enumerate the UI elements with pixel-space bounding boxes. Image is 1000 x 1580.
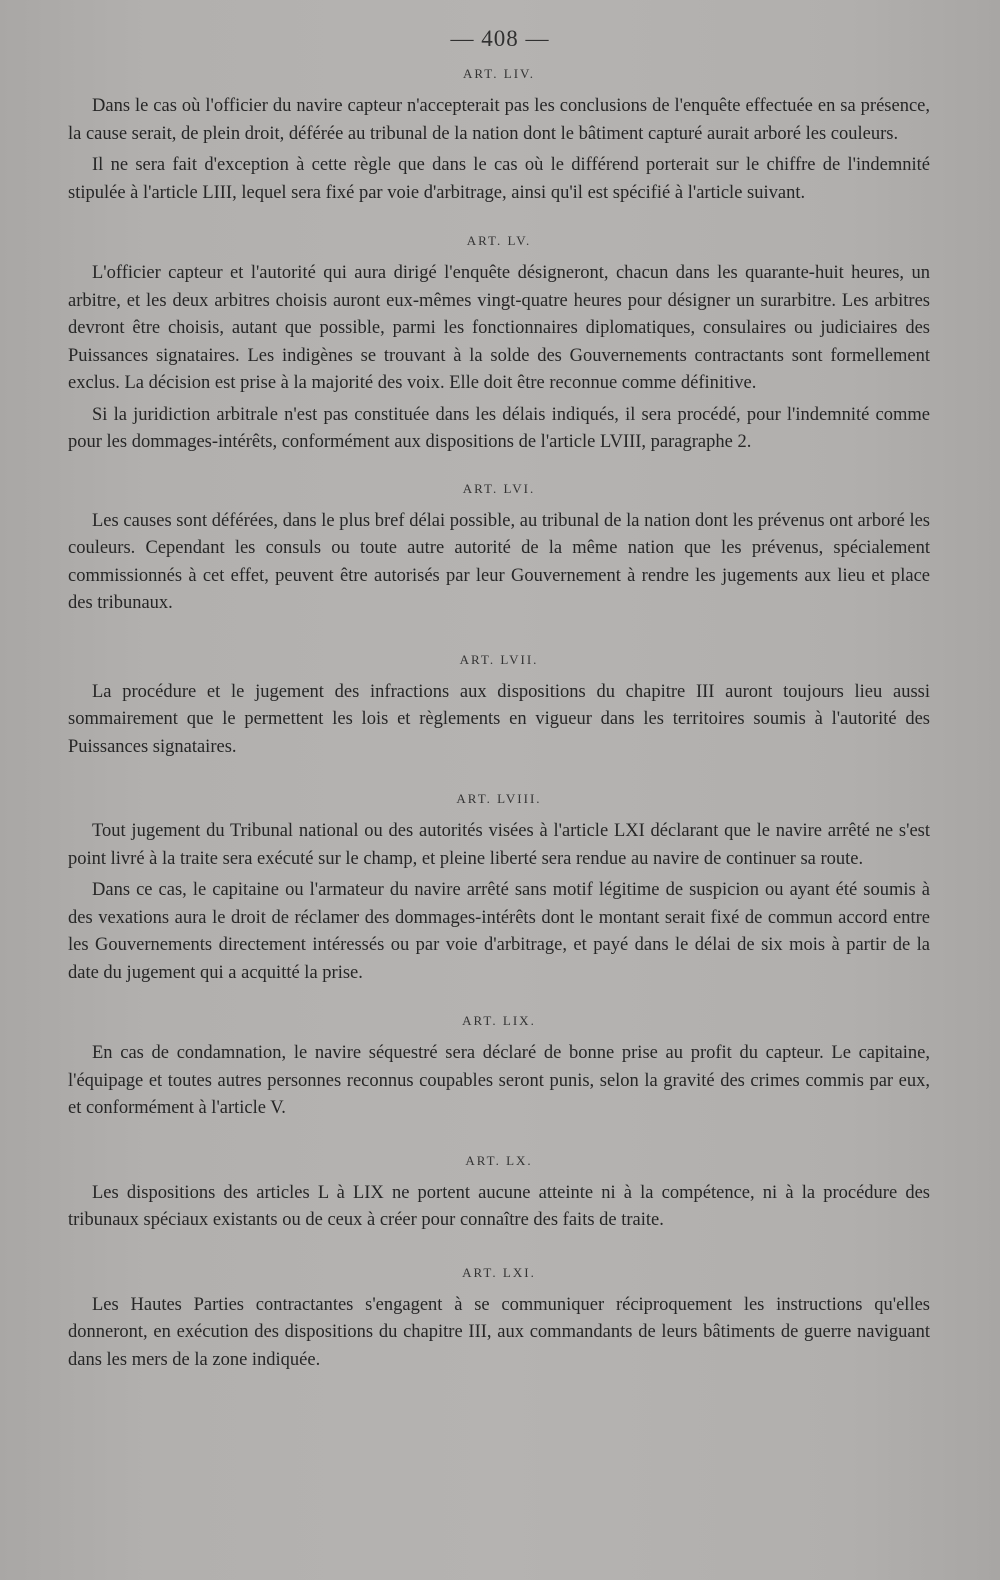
article-paragraph: Les dispositions des articles L à LIX ne portent aucune atteinte ni à la compétence, ni à la procédure des tribunaux spéciaux existants ou de ceux à créer pour connaître des faits de traite. [68,1182,930,1230]
page-content [68,66,930,1374]
article-lviii [68,791,930,987]
article-liv [68,66,930,207]
page-number: — 408 — [450,26,550,51]
article-paragraph: Il ne sera fait d'exception à cette règle que dans le cas où le différend porterait sur le chiffre de l'indemnité stipulée à l'article LIII, lequel sera fixé par voie d'arbitrage, ainsi qu'il est spécifié à l'article suivant. [68,155,930,203]
article-heading: ART. LV. [466,233,532,248]
article-heading: ART. LIX. [462,1013,536,1028]
article-heading: ART. LVII. [459,651,539,667]
article-paragraph: Les causes sont déférées, dans le plus bref délai possible, au tribunal de la nation dont les prévenus ont arboré les couleurs. Cependant les consuls ou toute autre autorité de la même nation que les prévenus, spécialement commissionnés à cet effet, peuvent être autorisés par leur Gouvernement à rendre les jugements aux lieu et place des tribunaux. [68,510,930,613]
article-lxi [68,1265,930,1375]
article-paragraph: En cas de condamnation, le navire séquestré sera déclaré de bonne prise au profit du capteur. Le capitaine, l'équipage et toutes autres personnes reconnus coupables seront punis, selon la gravité des crimes commis par eux, et conformément à l'article V. [68,1043,930,1118]
article-lvi [68,481,930,618]
article-paragraph: L'officier capteur et l'autorité qui aura dirigé l'enquête désigneront, chacun dans les quarante-huit heures, un arbitre, et les deux arbitres choisis auront eux-mêmes vingt-quatre heures pour désigner un surarbitre. Les arbitres devront être choisis, autant que possible, parmi les fonctionnaires diplomatiques, consulaires ou judiciaires des Puissances signataires. Les indigènes se trouvant à la solde des Gouvernements contractants sont formellement exclus. La décision est prise à la majorité des voix. Elle doit être reconnue comme définitive. [68,263,930,393]
article-heading: ART. LXI. [462,1264,536,1280]
article-heading: ART. LVI. [462,480,536,496]
article-paragraph: Tout jugement du Tribunal national ou des autorités visées à l'article LXI déclarant que le navire arrêté ne s'est point livré à la traite sera exécuté sur le champ, et pleine liberté sera rendue au navire de continuer sa route. [68,821,930,869]
article-paragraph: Dans ce cas, le capitaine ou l'armateur du navire arrêté sans motif légitime de suspicion ou ayant été soumis à des vexations aura le droit de réclamer des dommages-intérêts dont le montant serait fixé de commun accord entre les Gouvernements directement intéressés ou par voie d'arbitrage, et payé dans le délai de six mois à partir de la date du jugement qui a acquitté la prise. [68,880,930,983]
article-heading: ART. LX. [465,1152,533,1168]
article-paragraph: Dans le cas où l'officier du navire capteur n'accepterait pas les conclusions de l'enquête effectuée en sa présence, la cause serait, de plein droit, déférée au tribunal de la nation dont le bâtiment capturé aurait arboré les couleurs. [68,96,930,144]
article-lvii [68,652,930,762]
article-lix [68,1013,930,1123]
article-paragraph: Les Hautes Parties contractantes s'engagent à se communiquer réciproquement les instructions qu'elles donneront, en exécution des dispositions du chapitre III, aux commandants de leurs bâtiments de guerre naviguant dans les mers de la zone indiquée. [68,1294,930,1370]
article-heading: ART. LVIII. [456,791,542,806]
article-paragraph: La procédure et le jugement des infractions aux dispositions du chapitre III auront toujours lieu aussi sommairement que le permettent les lois et règlements en vigueur dans les territoires soumis à l'autorité des Puissances signataires. [68,681,930,757]
article-lx [68,1153,930,1235]
article-lv [68,233,930,457]
article-paragraph: Si la juridiction arbitrale n'est pas constituée dans les délais indiqués, il sera procédé, pour l'indemnité comme pour les dommages-intérêts, conformément aux dispositions de l'article LVIII, paragraphe 2. [68,404,930,452]
article-heading: ART. LIV. [463,66,535,81]
